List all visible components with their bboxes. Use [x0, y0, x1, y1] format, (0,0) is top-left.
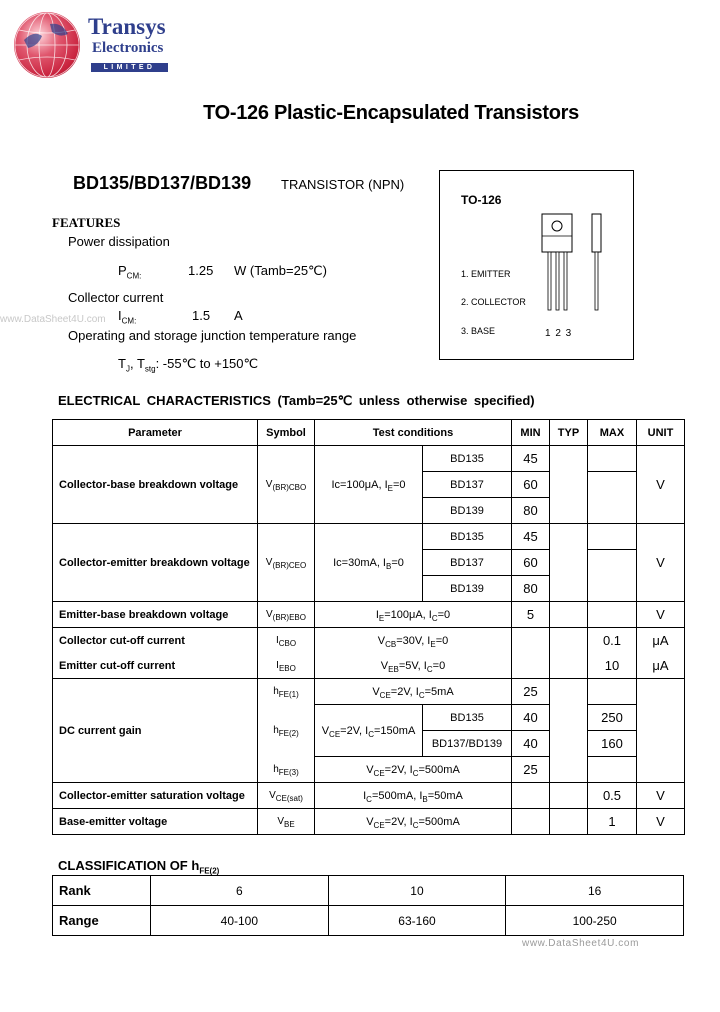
unit-vbe: V	[637, 809, 685, 835]
pin-collector: 2. COLLECTOR	[461, 297, 526, 307]
max-cell	[588, 757, 637, 783]
table-row	[53, 783, 685, 809]
header-typ: TYP	[550, 420, 588, 446]
electrical-characteristics-table	[52, 419, 685, 835]
part-numbers: BD135/BD137/BD139	[73, 173, 252, 193]
table-row	[53, 524, 685, 550]
part-type: TRANSISTOR (NPN)	[281, 177, 405, 192]
header-test-conditions: Test conditions	[315, 420, 512, 446]
min-cell: 60	[512, 472, 550, 498]
table-row	[53, 906, 684, 936]
cond-hfe3: $V_{CE}=2V$, $I_C=500mA$	[315, 757, 512, 783]
table-row	[53, 446, 685, 472]
unit-vcesat: V	[637, 783, 685, 809]
table-row	[53, 602, 685, 628]
cond-iebo: $V_{EB}=5V$, $I_C=0$	[315, 653, 512, 679]
max-cell	[588, 446, 637, 472]
cond-icbo: $V_{CB}=30V$, $I_E=0$	[315, 628, 512, 654]
watermark-right: www.DataSheet4U.com	[522, 938, 640, 949]
param-icbo: Collector cut-off current	[53, 628, 258, 654]
symbol-icbo: $I_{CBO}$	[258, 628, 315, 654]
typ-cell	[550, 809, 588, 835]
watermark-left: www.DataSheet4U.com	[0, 314, 106, 325]
unit-cev: V	[637, 524, 685, 602]
unit-ebv: V	[637, 602, 685, 628]
table-row	[53, 809, 685, 835]
min-cell	[512, 809, 550, 835]
page-title: TO-126 Plastic-Encapsulated Transistors	[203, 102, 579, 124]
unit-cbv: V	[637, 446, 685, 524]
device-cell: BD137	[423, 550, 512, 576]
min-hfe2-b: 40	[512, 731, 550, 757]
pcm-value: 1.25	[188, 263, 214, 278]
header-symbol: Symbol	[258, 420, 315, 446]
typ-cell	[550, 783, 588, 809]
brand-name: Transys	[88, 14, 166, 39]
param-vbe: Base-emitter voltage	[53, 809, 258, 835]
max-hfe2-b: 160	[588, 731, 637, 757]
symbol-vbe: $V_{BE}$	[258, 809, 315, 835]
device-cell: BD135	[423, 524, 512, 550]
electrical-title: ELECTRICAL CHARACTERISTICS (Tamb=25℃ unless otherwise specified)	[58, 393, 535, 408]
param-cbv: Collector-base breakdown voltage	[53, 446, 258, 524]
min-cell	[512, 783, 550, 809]
min-hfe1: 25	[512, 679, 550, 705]
table-row	[53, 876, 684, 906]
pcm-unit: W (Tamb=25℃)	[234, 263, 327, 278]
cond-vbe: $V_{CE}=2V$, $I_C=500mA$	[315, 809, 512, 835]
rank-label: Rank	[53, 876, 151, 906]
package-diagram-box	[439, 170, 634, 360]
package-outline-icon	[536, 209, 616, 319]
typ-cell	[550, 653, 588, 679]
max-vcesat: 0.5	[588, 783, 637, 809]
table-row	[53, 628, 685, 654]
package-name: TO-126	[461, 193, 502, 207]
cond-ebv: $I_E=100\mu A$, $I_C=0$	[315, 602, 512, 628]
typ-cell	[550, 628, 588, 654]
range-cell: 40-100	[151, 906, 329, 936]
max-icbo: 0.1	[588, 628, 637, 654]
symbol-vcesat: $V_{CE(sat)}$	[258, 783, 315, 809]
icm-unit: A	[234, 308, 243, 323]
max-cell	[588, 602, 637, 628]
range-label: Range	[53, 906, 151, 936]
min-cell: 45	[512, 446, 550, 472]
unit-icbo: μA	[637, 628, 685, 654]
device-cell: BD135	[423, 446, 512, 472]
range-cell: 63-160	[328, 906, 506, 936]
typ-cell	[550, 524, 588, 602]
cond-vcesat: $I_C=500mA$, $I_B=50mA$	[315, 783, 512, 809]
pin-numbers: 1 2 3	[545, 328, 573, 339]
device-cell: BD137	[423, 472, 512, 498]
min-cell	[512, 653, 550, 679]
cond-cbv: Ic=100μA, $I_E=0$	[315, 446, 423, 524]
pcm-symbol: $P_{CM:}$	[118, 263, 142, 281]
logo-globe-grid	[14, 12, 80, 78]
rank-cell: 10	[328, 876, 506, 906]
rank-cell: 16	[506, 876, 684, 906]
device-cell: BD135	[423, 705, 512, 731]
min-ebv: 5	[512, 602, 550, 628]
max-cell	[588, 498, 637, 524]
typ-cell	[550, 679, 588, 783]
symbol-hfe2: $h_{FE(2)}$	[258, 705, 315, 757]
param-vcesat: Collector-emitter saturation voltage	[53, 783, 258, 809]
min-hfe3: 25	[512, 757, 550, 783]
symbol-hfe3: $h_{FE(3)}$	[258, 757, 315, 783]
max-vbe: 1	[588, 809, 637, 835]
param-cev: Collector-emitter breakdown voltage	[53, 524, 258, 602]
pin-emitter: 1. EMITTER	[461, 269, 511, 279]
cond-cev: Ic=30mA, $I_B=0$	[315, 524, 423, 602]
header-unit: UNIT	[637, 420, 685, 446]
symbol-cev: $V_{(BR)CEO}$	[258, 524, 315, 602]
icm-symbol: $I_{CM:}$	[118, 308, 137, 326]
typ-cell	[550, 602, 588, 628]
max-cell	[588, 576, 637, 602]
header-min: MIN	[512, 420, 550, 446]
min-cell: 45	[512, 524, 550, 550]
temp-range: $T_J$, $T_{stg}$: -55℃ to +150℃	[118, 356, 259, 374]
max-cell	[588, 679, 637, 705]
brand-limited: LIMITED	[91, 63, 168, 72]
max-cell	[588, 550, 637, 576]
param-iebo: Emitter cut-off current	[53, 653, 258, 679]
min-cell: 80	[512, 498, 550, 524]
table-header-row	[53, 420, 685, 446]
symbol-ebv: $V_{(BR)EBO}$	[258, 602, 315, 628]
range-cell: 100-250	[506, 906, 684, 936]
rank-cell: 6	[151, 876, 329, 906]
min-cell	[512, 628, 550, 654]
max-iebo: 10	[588, 653, 637, 679]
classification-title: CLASSIFICATION OF $h_{FE(2)}$	[58, 858, 220, 876]
unit-gain	[637, 679, 685, 783]
device-cell: BD139	[423, 498, 512, 524]
typ-cell	[550, 446, 588, 524]
symbol-iebo: $I_{EBO}$	[258, 653, 315, 679]
max-cell	[588, 472, 637, 498]
symbol-hfe1: $h_{FE(1)}$	[258, 679, 315, 705]
max-hfe2-a: 250	[588, 705, 637, 731]
max-cell	[588, 524, 637, 550]
header-parameter: Parameter	[53, 420, 258, 446]
classification-table	[52, 875, 684, 936]
cond-hfe1: $V_{CE}=2V$, $I_C=5mA$	[315, 679, 512, 705]
features-heading: FEATURES	[52, 215, 121, 230]
temp-label: Operating and storage junction temperature range	[68, 328, 357, 343]
min-cell: 80	[512, 576, 550, 602]
unit-iebo: μA	[637, 653, 685, 679]
device-cell: BD137/BD139	[423, 731, 512, 757]
power-label: Power dissipation	[68, 234, 170, 249]
table-row	[53, 653, 685, 679]
brand-subtitle: Electronics	[92, 40, 164, 56]
cond-hfe2: $V_{CE}=2V$, $I_C=150mA$	[315, 705, 423, 757]
param-gain: DC current gain	[53, 679, 258, 783]
collector-current-label: Collector current	[68, 290, 164, 305]
icm-value: 1.5	[192, 308, 211, 323]
device-cell: BD139	[423, 576, 512, 602]
min-hfe2-a: 40	[512, 705, 550, 731]
symbol-cbv: $V_{(BR)CBO}$	[258, 446, 315, 524]
header-max: MAX	[588, 420, 637, 446]
min-cell: 60	[512, 550, 550, 576]
pin-base: 3. BASE	[461, 326, 496, 336]
table-row	[53, 679, 685, 705]
param-ebv: Emitter-base breakdown voltage	[53, 602, 258, 628]
